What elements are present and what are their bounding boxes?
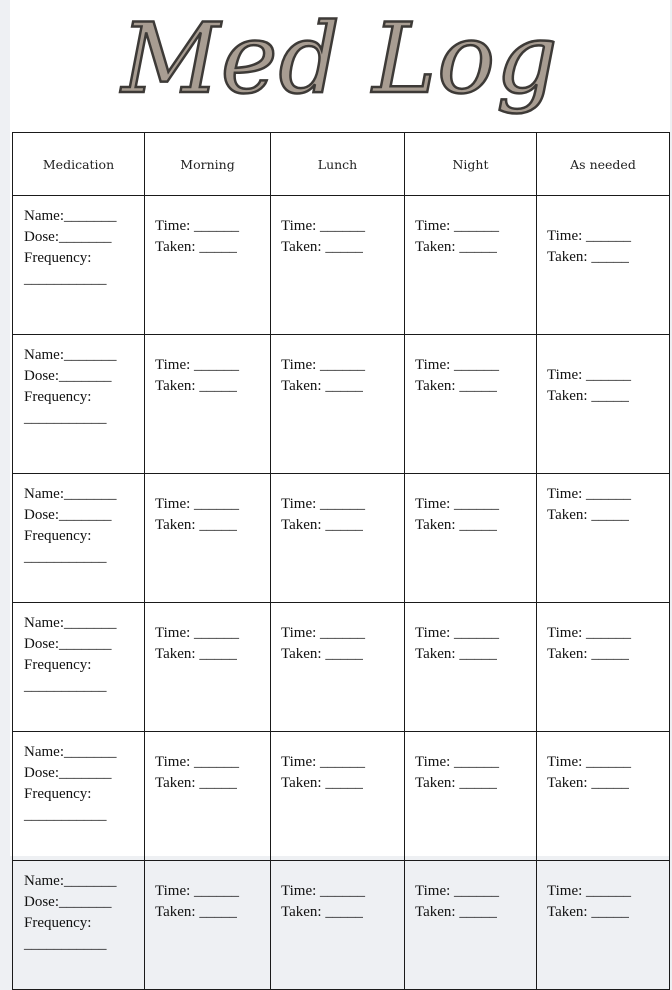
table-row (13, 603, 670, 732)
frequency-field: Frequency: (24, 389, 92, 405)
taken-field: Taken: _____ (281, 646, 363, 662)
taken-field: Taken: _____ (415, 239, 497, 255)
lunch-cell[interactable] (271, 732, 405, 861)
frequency-line: ___________ (24, 678, 107, 694)
name-field: Name:_______ (24, 486, 117, 502)
time-field: Time: ______ (281, 883, 366, 899)
lunch-cell[interactable] (271, 196, 405, 335)
morning-cell[interactable] (145, 474, 271, 603)
as-needed-cell[interactable] (537, 861, 670, 990)
header-night: Night (405, 133, 537, 196)
taken-field: Taken: _____ (155, 646, 237, 662)
night-cell[interactable] (405, 861, 537, 990)
frequency-line: ___________ (24, 936, 107, 952)
time-field: Time: ______ (547, 486, 632, 502)
frequency-field: Frequency: (24, 657, 92, 673)
frequency-line: ___________ (24, 807, 107, 823)
taken-field: Taken: _____ (281, 239, 363, 255)
med-log-table (12, 132, 670, 990)
taken-field: Taken: _____ (415, 775, 497, 791)
table-row (13, 196, 670, 335)
time-field: Time: ______ (415, 625, 500, 641)
as-needed-cell[interactable] (537, 196, 670, 335)
taken-field: Taken: _____ (547, 388, 629, 404)
name-field: Name:_______ (24, 208, 117, 224)
taken-field: Taken: _____ (415, 904, 497, 920)
morning-cell[interactable] (145, 732, 271, 861)
time-field: Time: ______ (415, 357, 500, 373)
frequency-line: ___________ (24, 271, 107, 287)
as-needed-cell[interactable] (537, 732, 670, 861)
time-field: Time: ______ (415, 754, 500, 770)
title-banner (10, 0, 670, 132)
taken-field: Taken: _____ (155, 239, 237, 255)
time-field: Time: ______ (415, 496, 500, 512)
taken-field: Taken: _____ (415, 378, 497, 394)
taken-field: Taken: _____ (547, 249, 629, 265)
medication-cell[interactable] (13, 196, 145, 335)
header-lunch: Lunch (271, 133, 405, 196)
time-field: Time: ______ (547, 754, 632, 770)
time-field: Time: ______ (155, 625, 240, 641)
frequency-line: ___________ (24, 410, 107, 426)
time-field: Time: ______ (547, 883, 632, 899)
header-medication: Medication (13, 133, 145, 196)
morning-cell[interactable] (145, 196, 271, 335)
time-field: Time: ______ (415, 883, 500, 899)
table-row (13, 335, 670, 474)
time-field: Time: ______ (155, 496, 240, 512)
medication-cell[interactable] (13, 474, 145, 603)
frequency-field: Frequency: (24, 250, 92, 266)
taken-field: Taken: _____ (281, 775, 363, 791)
frequency-field: Frequency: (24, 786, 92, 802)
dose-field: Dose:_______ (24, 229, 112, 245)
taken-field: Taken: _____ (415, 517, 497, 533)
time-field: Time: ______ (281, 754, 366, 770)
time-field: Time: ______ (281, 496, 366, 512)
time-field: Time: ______ (155, 754, 240, 770)
time-field: Time: ______ (415, 218, 500, 234)
night-cell[interactable] (405, 196, 537, 335)
morning-cell[interactable] (145, 335, 271, 474)
time-field: Time: ______ (281, 625, 366, 641)
table-row (13, 861, 670, 990)
dose-field: Dose:_______ (24, 368, 112, 384)
taken-field: Taken: _____ (547, 507, 629, 523)
table-row (13, 474, 670, 603)
night-cell[interactable] (405, 732, 537, 861)
frequency-field: Frequency: (24, 528, 92, 544)
taken-field: Taken: _____ (281, 904, 363, 920)
night-cell[interactable] (405, 335, 537, 474)
header-row (13, 133, 670, 196)
as-needed-cell[interactable] (537, 603, 670, 732)
time-field: Time: ______ (155, 218, 240, 234)
medication-cell[interactable] (13, 603, 145, 732)
taken-field: Taken: _____ (155, 775, 237, 791)
dose-field: Dose:_______ (24, 636, 112, 652)
page-title: Med Log (121, 3, 559, 115)
morning-cell[interactable] (145, 861, 271, 990)
time-field: Time: ______ (281, 357, 366, 373)
lunch-cell[interactable] (271, 603, 405, 732)
table-row (13, 732, 670, 861)
medication-cell[interactable] (13, 732, 145, 861)
med-log-page (10, 0, 670, 952)
taken-field: Taken: _____ (547, 646, 629, 662)
taken-field: Taken: _____ (281, 378, 363, 394)
name-field: Name:_______ (24, 873, 117, 889)
name-field: Name:_______ (24, 347, 117, 363)
lunch-cell[interactable] (271, 335, 405, 474)
header-morning: Morning (145, 133, 271, 196)
name-field: Name:_______ (24, 615, 117, 631)
name-field: Name:_______ (24, 744, 117, 760)
time-field: Time: ______ (155, 883, 240, 899)
as-needed-cell[interactable] (537, 335, 670, 474)
dose-field: Dose:_______ (24, 765, 112, 781)
dose-field: Dose:_______ (24, 894, 112, 910)
taken-field: Taken: _____ (281, 517, 363, 533)
night-cell[interactable] (405, 474, 537, 603)
taken-field: Taken: _____ (547, 775, 629, 791)
night-cell[interactable] (405, 603, 537, 732)
taken-field: Taken: _____ (155, 378, 237, 394)
header-as-needed: As needed (537, 133, 670, 196)
time-field: Time: ______ (547, 228, 632, 244)
time-field: Time: ______ (281, 218, 366, 234)
frequency-field: Frequency: (24, 915, 92, 931)
as-needed-cell[interactable] (537, 474, 670, 603)
medication-cell[interactable] (13, 335, 145, 474)
morning-cell[interactable] (145, 603, 271, 732)
time-field: Time: ______ (547, 625, 632, 641)
medication-cell[interactable] (13, 861, 145, 990)
taken-field: Taken: _____ (547, 904, 629, 920)
lunch-cell[interactable] (271, 861, 405, 990)
taken-field: Taken: _____ (155, 904, 237, 920)
dose-field: Dose:_______ (24, 507, 112, 523)
time-field: Time: ______ (547, 367, 632, 383)
frequency-line: ___________ (24, 549, 107, 565)
taken-field: Taken: _____ (155, 517, 237, 533)
lunch-cell[interactable] (271, 474, 405, 603)
time-field: Time: ______ (155, 357, 240, 373)
taken-field: Taken: _____ (415, 646, 497, 662)
